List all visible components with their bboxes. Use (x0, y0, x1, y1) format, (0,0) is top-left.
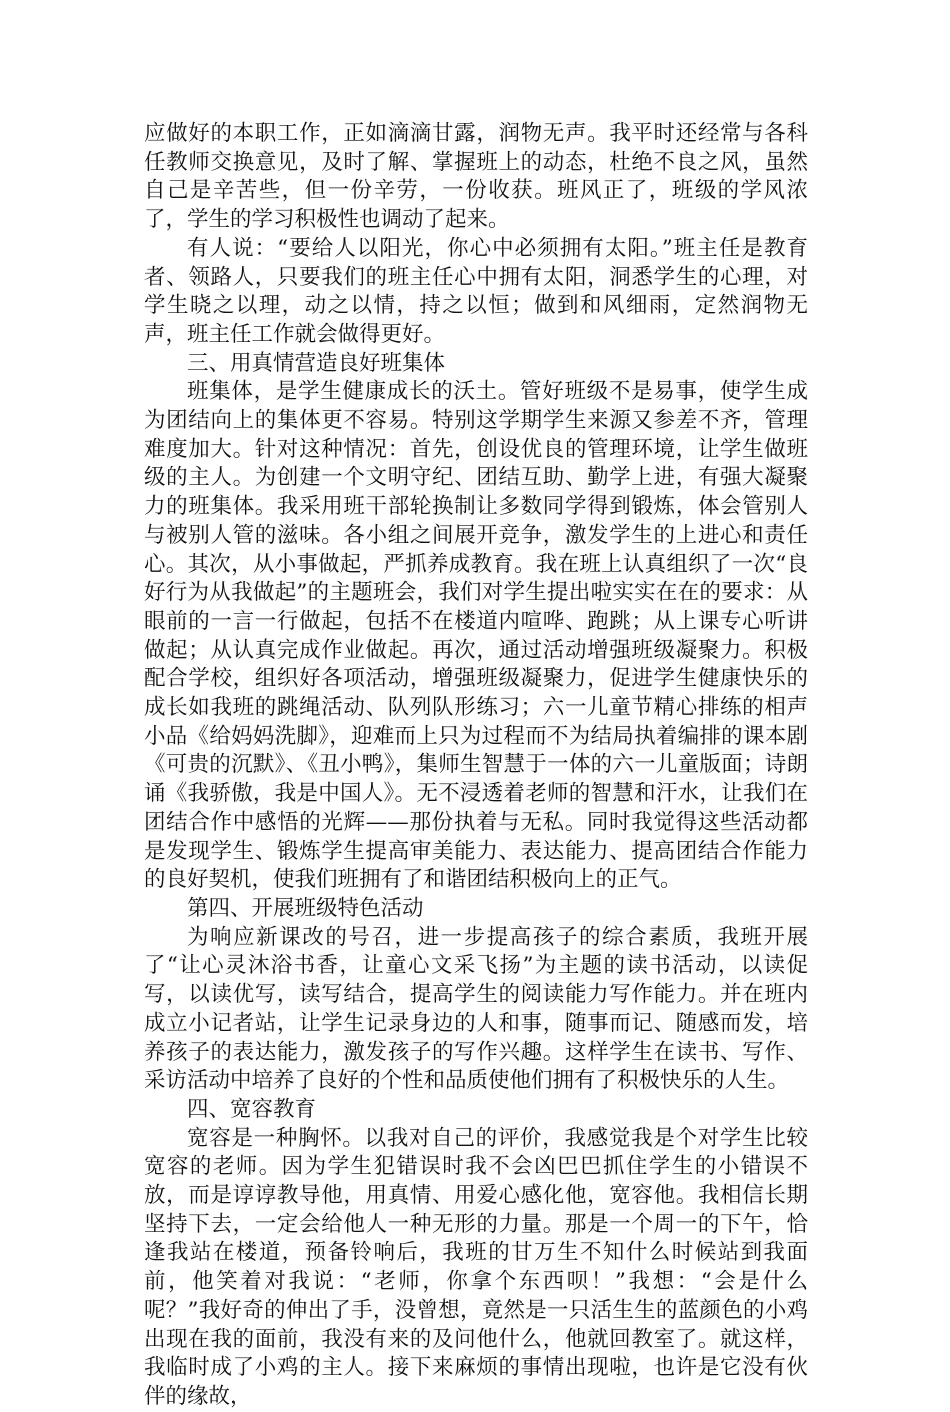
paragraph-reading-activities: 为响应新课改的号召，进一步提高孩子的综合素质，我班开展了“让心灵沐浴书香，让童心文采飞扬”为主题的读书活动，以读促写，以读优写，读写结合，提高学生的阅读能力写作能力。并在班内成立小记者站，让学生记录身边的人和事，随事而记、随感而发，培养孩子的表达能力，激发孩子的写作兴趣。这样学生在读书、写作、采访活动中培养了良好的个性和品质使他们拥有了积极快乐的人生。 (144, 924, 808, 1094)
paragraph-class-collective: 班集体，是学生健康成长的沃土。管好班级不是易事，使学生成为团结向上的集体更不容易。特别这学期学生来源又参差不齐，管理难度加大。针对这种情况：首先，创设优良的管理环境，让学生做班级的主人。为创建一个文明守纪、团结互助、勤学上进，有强大凝聚力的班集体。我采用班干部轮换制让多数同学得到锻炼，体会管别人与被别人管的滋味。各小组之间展开竞争，激发学生的上进心和责任心。其次，从小事做起，严抓养成教育。我在班上认真组织了一次“良好行为从我做起”的主题班会，我们对学生提出啦实实在在的要求：从眼前的一言一行做起，包括不在楼道内喧哗、跑跳；从上课专心听讲做起；从认真完成作业做起。再次，通过活动增强班级凝聚力。积极配合学校，组织好各项活动，增强班级凝聚力，促进学生健康快乐的成长如我班的跳绳活动、队列队形练习；六一儿童节精心排练的相声小品《给妈妈洗脚》，迎难而上只为过程而不为结局执着编排的课本剧《可贵的沉默》、《丑小鸭》，集师生智慧于一体的六一儿童版面；诗朗诵《我骄傲，我是中国人》。无不浸透着老师的智慧和汗水，让我们在团结合作中感悟的光辉——那份执着与无私。同时我觉得这些活动都是发现学生、锻炼学生提高审美能力、表达能力、提高团结合作能力的良好契机，使我们班拥有了和谐团结积极向上的正气。 (144, 379, 808, 893)
paragraph-sunshine: 有人说：“要给人以阳光，你心中必须拥有太阳。”班主任是教育者、领路人，只要我们的班主任心中拥有太阳，洞悉学生的心理，对学生晓之以理，动之以情，持之以恒；做到和风细雨，定然润物无声，班主任工作就会做得更好。 (144, 235, 808, 347)
paragraph-tolerance: 宽容是一种胸怀。以我对自己的评价，我感觉我是个对学生比较宽容的老师。因为学生犯错误时我不会凶巴巴抓住学生的小错误不放，而是谆谆教导他，用真情、用爱心感化他，宽容他。我相信长期坚持下去，一定会给他人一种无形的力量。那是一个周一的下午，恰逢我站在楼道，预备铃响后，我班的甘万生不知什么时候站到我面前，他笑着对我说：“老师，你拿个东西呗！”我想：“会是什么呢？”我好奇的伸出了手，没曾想，竟然是一只活生生的蓝颜色的小鸡出现在我的面前，我没有来的及问他什么，他就回教室了。就这样，我临时成了小鸡的主人。接下来麻烦的事情出现啦，也许是它没有伙伴的缘故， (144, 1125, 808, 1409)
section-heading-class-collective: 三、用真情营造良好班集体 (187, 350, 446, 376)
paragraph-duties: 应做好的本职工作，正如滴滴甘露，润物无声。我平时还经常与各科任教师交换意见，及时了解、掌握班上的动态，杜绝不良之风，虽然自己是辛苦些，但一份辛劳，一份收获。班风正了，班级的学风浓了，学生的学习积极性也调动了起来。 (144, 121, 808, 233)
section-heading-special-activities: 第四、开展班级特色活动 (187, 895, 424, 921)
document-body (144, 120, 808, 1412)
section-heading-tolerance: 四、宽容教育 (187, 1096, 317, 1122)
